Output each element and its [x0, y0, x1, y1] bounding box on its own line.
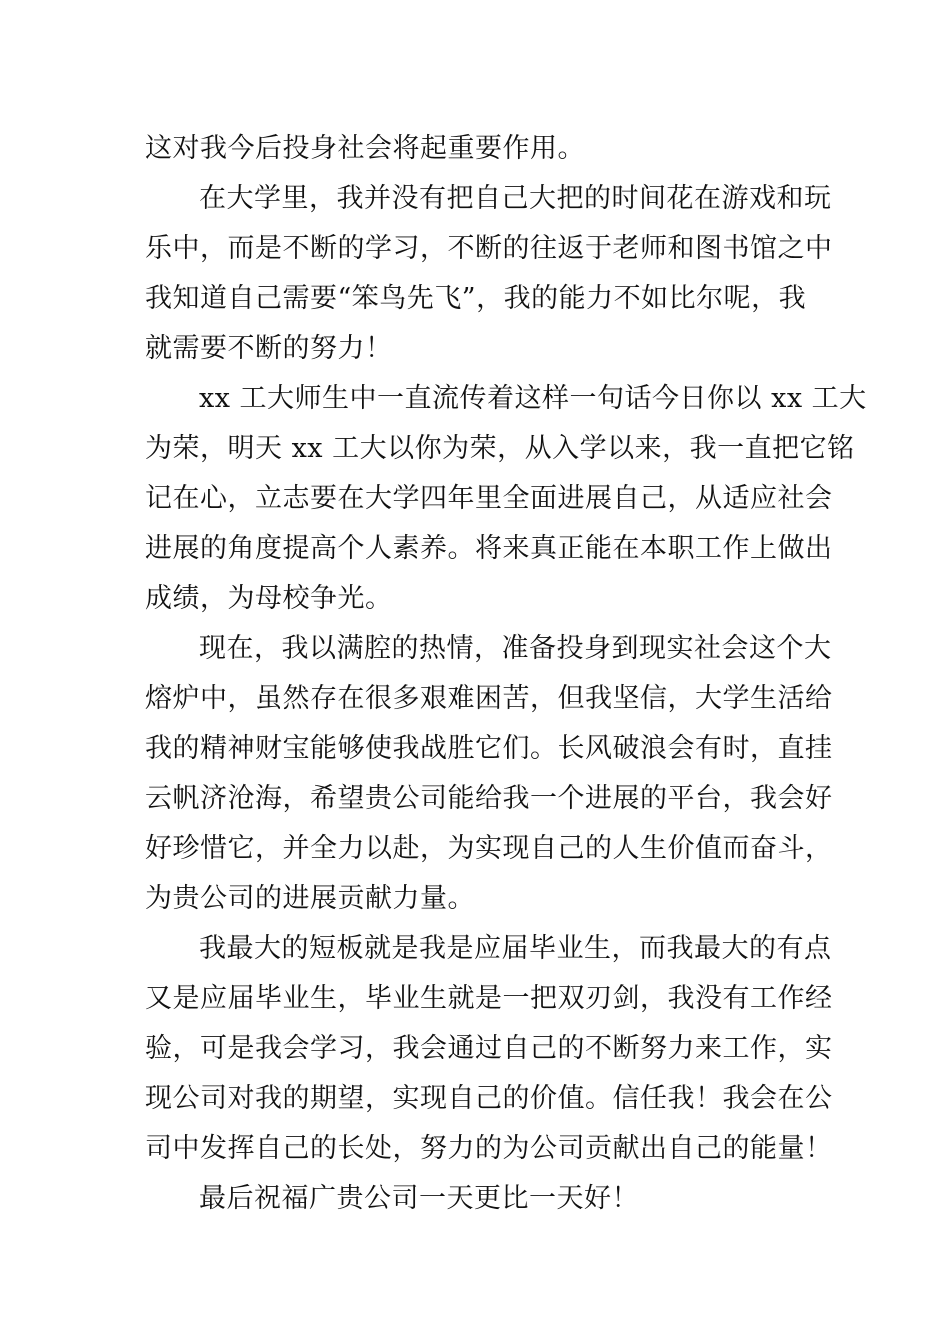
text-line: 成绩，为母校争光。: [145, 583, 393, 614]
paragraph-first-line: 最后祝福广贵公司一天更比一天好！: [199, 1183, 639, 1214]
text-line: 就需要不断的努力！: [145, 333, 393, 364]
text-line: 进展的角度提高个人素养。将来真正能在本职工作上做出: [145, 533, 833, 564]
paragraph-first-line: 在大学里，我并没有把自己大把的时间花在游戏和玩: [199, 183, 832, 214]
text-line: 这对我今后投身社会将起重要作用。: [145, 133, 585, 164]
text-line: 记在心，立志要在大学四年里全面进展自己，从适应社会: [145, 483, 833, 514]
text-line: 为荣，明天 xx 工大以你为荣，从入学以来，我一直把它铭: [145, 433, 855, 464]
paragraph-first-line: xx 工大师生中一直流传着这样一句话今日你以 xx 工大: [199, 383, 867, 414]
paragraph-first-line: 现在，我以满腔的热情，准备投身到现实社会这个大: [199, 633, 832, 664]
text-line: 我的精神财宝能够使我战胜它们。长风破浪会有时，直挂: [145, 733, 833, 764]
text-line: 好珍惜它，并全力以赴，为实现自己的人生价值而奋斗，: [145, 833, 833, 864]
text-line: 乐中，而是不断的学习，不断的往返于老师和图书馆之中: [145, 233, 833, 264]
paragraph-first-line: 我最大的短板就是我是应届毕业生，而我最大的有点: [199, 933, 832, 964]
text-line: 司中发挥自己的长处，努力的为公司贡献出自己的能量！: [145, 1133, 833, 1164]
text-line: 我知道自己需要“笨鸟先飞”，我的能力不如比尔呢，我: [145, 283, 807, 314]
text-line: 又是应届毕业生，毕业生就是一把双刃剑，我没有工作经: [145, 983, 833, 1014]
text-line: 为贵公司的进展贡献力量。: [145, 883, 475, 914]
text-line: 熔炉中，虽然存在很多艰难困苦，但我坚信，大学生活给: [145, 683, 833, 714]
text-line: 云帆济沧海，希望贵公司能给我一个进展的平台，我会好: [145, 783, 833, 814]
text-line: 验，可是我会学习，我会通过自己的不断努力来工作，实: [145, 1033, 833, 1064]
text-line: 现公司对我的期望，实现自己的价值。信任我！我会在公: [145, 1083, 833, 1114]
